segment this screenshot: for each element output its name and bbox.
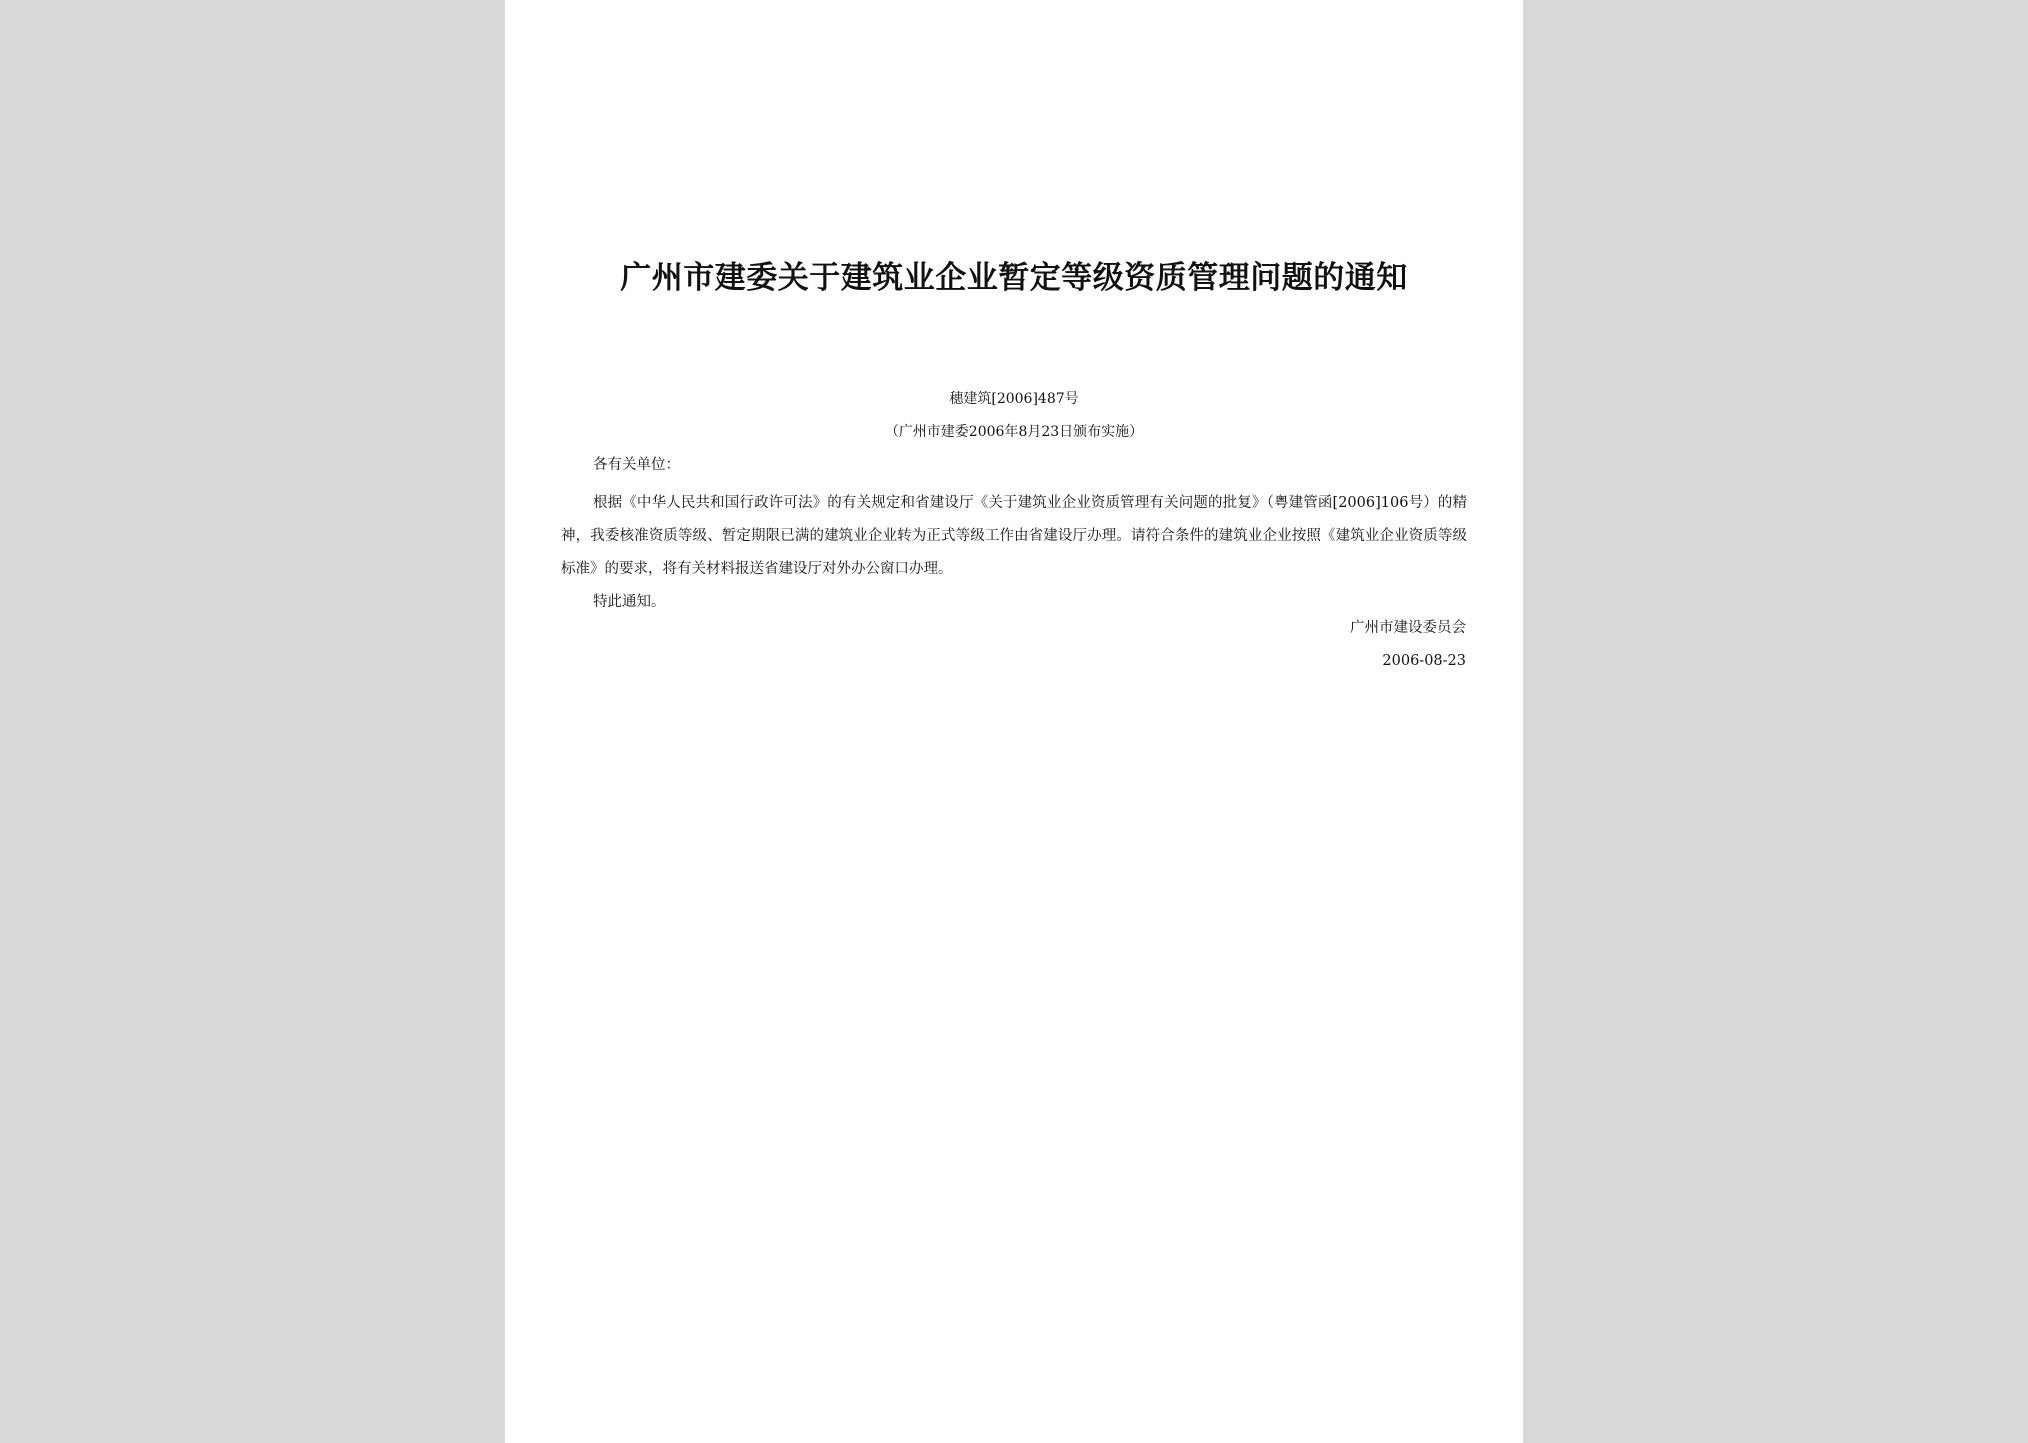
signature-date: 2006-08-23 [1382,653,1466,669]
signatory: 广州市建设委员会 [1350,620,1466,636]
document-title: 广州市建委关于建筑业企业暂定等级资质管理问题的通知 [620,260,1408,296]
document-number: 穗建筑[2006]487号 [949,391,1079,407]
document-body [561,455,1467,619]
issued-note: （广州市建委2006年8月23日颁布实施） [884,424,1144,440]
body-paragraph: 根据《中华人民共和国行政许可法》的有关规定和省建设厅《关于建筑业企业资质管理有关问题的批复》（粤建管函[2006]106号）的精神，我委核准资质等级、暂定期限已满的建筑业企业转为正式等级工作由省建设厅办理。请符合条件的建筑业企业按照《建筑业企业资质等级标准》的要求，将有关材料报送省建设厅对外办公窗口办理。 [561,495,1467,577]
salutation: 各有关单位： [593,457,680,473]
document-page [505,0,1523,1443]
closing-line: 特此通知。 [593,594,666,610]
